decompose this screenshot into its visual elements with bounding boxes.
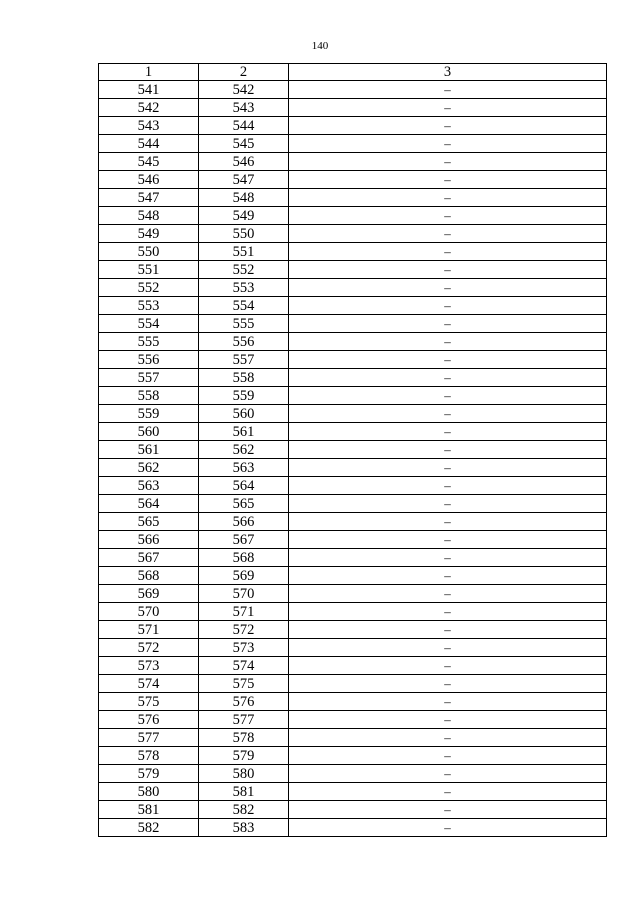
- table-cell-col-1: 572: [99, 639, 199, 657]
- table-cell-col-1: 544: [99, 135, 199, 153]
- table-cell-col-2: 567: [199, 531, 289, 549]
- table-row: [99, 153, 607, 171]
- table-cell-col-3: –: [289, 171, 607, 189]
- table-cell-col-2: 575: [199, 675, 289, 693]
- table-cell-col-3: –: [289, 351, 607, 369]
- table-cell-col-2: 555: [199, 315, 289, 333]
- table-cell-col-1: 560: [99, 423, 199, 441]
- table-row: [99, 279, 607, 297]
- table-cell-col-3: –: [289, 711, 607, 729]
- table-row: [99, 189, 607, 207]
- table-cell-col-2: 548: [199, 189, 289, 207]
- table-cell-col-3: –: [289, 477, 607, 495]
- table-row: [99, 495, 607, 513]
- table-cell-col-1: 545: [99, 153, 199, 171]
- table-cell-col-2: 564: [199, 477, 289, 495]
- table-cell-col-3: –: [289, 261, 607, 279]
- table-cell-col-1: 547: [99, 189, 199, 207]
- table-cell-col-1: 571: [99, 621, 199, 639]
- table-cell-col-1: 555: [99, 333, 199, 351]
- table-row: [99, 477, 607, 495]
- table-cell-col-3: –: [289, 693, 607, 711]
- table-cell-col-2: 543: [199, 99, 289, 117]
- table-cell-col-3: –: [289, 801, 607, 819]
- table-cell-col-2: 581: [199, 783, 289, 801]
- table-body: [99, 81, 607, 837]
- table-row: [99, 621, 607, 639]
- table-cell-col-2: 545: [199, 135, 289, 153]
- table-row: [99, 117, 607, 135]
- table-cell-col-3: –: [289, 765, 607, 783]
- table-row: [99, 783, 607, 801]
- table-cell-col-3: –: [289, 639, 607, 657]
- table-row: [99, 531, 607, 549]
- table-cell-col-1: 573: [99, 657, 199, 675]
- table-row: [99, 729, 607, 747]
- column-header-1: 1: [99, 64, 199, 81]
- table-row: [99, 801, 607, 819]
- table-cell-col-3: –: [289, 729, 607, 747]
- table-cell-col-3: –: [289, 387, 607, 405]
- table-cell-col-1: 564: [99, 495, 199, 513]
- table-cell-col-2: 569: [199, 567, 289, 585]
- table-cell-col-1: 579: [99, 765, 199, 783]
- table-row: [99, 333, 607, 351]
- table-row: [99, 711, 607, 729]
- table-cell-col-2: 544: [199, 117, 289, 135]
- table-cell-col-3: –: [289, 207, 607, 225]
- table-row: [99, 747, 607, 765]
- table-row: [99, 369, 607, 387]
- table-cell-col-3: –: [289, 225, 607, 243]
- table-row: [99, 207, 607, 225]
- table-cell-col-1: 568: [99, 567, 199, 585]
- table-cell-col-3: –: [289, 279, 607, 297]
- table-cell-col-1: 577: [99, 729, 199, 747]
- table-cell-col-2: 576: [199, 693, 289, 711]
- table-cell-col-3: –: [289, 495, 607, 513]
- table-cell-col-2: 561: [199, 423, 289, 441]
- table-cell-col-2: 552: [199, 261, 289, 279]
- table-cell-col-2: 563: [199, 459, 289, 477]
- table-cell-col-3: –: [289, 657, 607, 675]
- table-cell-col-1: 541: [99, 81, 199, 99]
- table-row: [99, 423, 607, 441]
- table-row: [99, 603, 607, 621]
- table-cell-col-1: 548: [99, 207, 199, 225]
- table-cell-col-3: –: [289, 315, 607, 333]
- table-cell-col-3: –: [289, 81, 607, 99]
- table-row: [99, 765, 607, 783]
- table-cell-col-1: 566: [99, 531, 199, 549]
- table-cell-col-2: 556: [199, 333, 289, 351]
- table-cell-col-3: –: [289, 189, 607, 207]
- table-cell-col-1: 542: [99, 99, 199, 117]
- table-cell-col-3: –: [289, 99, 607, 117]
- table-cell-col-2: 566: [199, 513, 289, 531]
- table-cell-col-1: 553: [99, 297, 199, 315]
- table-cell-col-1: 558: [99, 387, 199, 405]
- table-cell-col-2: 579: [199, 747, 289, 765]
- table-cell-col-1: 554: [99, 315, 199, 333]
- table-cell-col-2: 547: [199, 171, 289, 189]
- table-cell-col-3: –: [289, 783, 607, 801]
- table-cell-col-3: –: [289, 513, 607, 531]
- table-cell-col-2: 557: [199, 351, 289, 369]
- table-cell-col-1: 562: [99, 459, 199, 477]
- table-cell-col-2: 573: [199, 639, 289, 657]
- table-row: [99, 441, 607, 459]
- table-cell-col-1: 569: [99, 585, 199, 603]
- table-cell-col-2: 553: [199, 279, 289, 297]
- table-cell-col-2: 550: [199, 225, 289, 243]
- table-cell-col-3: –: [289, 135, 607, 153]
- table-cell-col-1: 552: [99, 279, 199, 297]
- table-cell-col-3: –: [289, 243, 607, 261]
- table-cell-col-3: –: [289, 423, 607, 441]
- table-row: [99, 171, 607, 189]
- table-cell-col-2: 582: [199, 801, 289, 819]
- table-cell-col-3: –: [289, 405, 607, 423]
- table-row: [99, 99, 607, 117]
- data-table: [98, 63, 607, 837]
- table-cell-col-1: 576: [99, 711, 199, 729]
- page-number: 140: [311, 40, 329, 52]
- table-row: [99, 657, 607, 675]
- table-cell-col-2: 577: [199, 711, 289, 729]
- table-cell-col-1: 559: [99, 405, 199, 423]
- table-cell-col-2: 571: [199, 603, 289, 621]
- table-header: [99, 64, 607, 81]
- table-cell-col-1: 543: [99, 117, 199, 135]
- table-row: [99, 297, 607, 315]
- table-cell-col-1: 581: [99, 801, 199, 819]
- header-row: [99, 64, 607, 81]
- table-cell-col-3: –: [289, 567, 607, 585]
- table-cell-col-2: 570: [199, 585, 289, 603]
- table-cell-col-1: 550: [99, 243, 199, 261]
- table-cell-col-2: 572: [199, 621, 289, 639]
- table-cell-col-2: 565: [199, 495, 289, 513]
- table-cell-col-2: 558: [199, 369, 289, 387]
- table-row: [99, 549, 607, 567]
- table-row: [99, 225, 607, 243]
- table-cell-col-1: 561: [99, 441, 199, 459]
- table-cell-col-3: –: [289, 585, 607, 603]
- table-cell-col-1: 546: [99, 171, 199, 189]
- table-cell-col-3: –: [289, 441, 607, 459]
- table-row: [99, 639, 607, 657]
- table-row: [99, 315, 607, 333]
- table-cell-col-2: 578: [199, 729, 289, 747]
- table-cell-col-2: 568: [199, 549, 289, 567]
- table-cell-col-1: 557: [99, 369, 199, 387]
- table-cell-col-2: 551: [199, 243, 289, 261]
- table-cell-col-1: 567: [99, 549, 199, 567]
- table-cell-col-3: –: [289, 297, 607, 315]
- table-cell-col-2: 580: [199, 765, 289, 783]
- table-cell-col-3: –: [289, 621, 607, 639]
- table-cell-col-3: –: [289, 153, 607, 171]
- table-row: [99, 135, 607, 153]
- column-header-2: 2: [199, 64, 289, 81]
- table-cell-col-1: 574: [99, 675, 199, 693]
- table-row: [99, 567, 607, 585]
- table-cell-col-3: –: [289, 819, 607, 837]
- table-cell-col-2: 554: [199, 297, 289, 315]
- table-cell-col-1: 570: [99, 603, 199, 621]
- table-cell-col-1: 582: [99, 819, 199, 837]
- table-cell-col-1: 578: [99, 747, 199, 765]
- table-cell-col-1: 556: [99, 351, 199, 369]
- table-cell-col-1: 549: [99, 225, 199, 243]
- column-header-3: 3: [289, 64, 607, 81]
- table-cell-col-1: 575: [99, 693, 199, 711]
- table-row: [99, 387, 607, 405]
- table-row: [99, 693, 607, 711]
- table-cell-col-1: 563: [99, 477, 199, 495]
- table-row: [99, 819, 607, 837]
- table-row: [99, 405, 607, 423]
- table-row: [99, 513, 607, 531]
- table-cell-col-3: –: [289, 117, 607, 135]
- table-cell-col-1: 580: [99, 783, 199, 801]
- table-row: [99, 351, 607, 369]
- table-cell-col-3: –: [289, 333, 607, 351]
- table-cell-col-3: –: [289, 459, 607, 477]
- table-cell-col-2: 549: [199, 207, 289, 225]
- table-cell-col-3: –: [289, 549, 607, 567]
- table-cell-col-2: 542: [199, 81, 289, 99]
- table-cell-col-2: 574: [199, 657, 289, 675]
- table-row: [99, 243, 607, 261]
- table-cell-col-2: 560: [199, 405, 289, 423]
- table-row: [99, 459, 607, 477]
- table-cell-col-2: 562: [199, 441, 289, 459]
- table-cell-col-3: –: [289, 603, 607, 621]
- table-cell-col-3: –: [289, 531, 607, 549]
- table-cell-col-3: –: [289, 747, 607, 765]
- table-row: [99, 585, 607, 603]
- table-row: [99, 261, 607, 279]
- table-cell-col-3: –: [289, 369, 607, 387]
- table-cell-col-3: –: [289, 675, 607, 693]
- table-cell-col-2: 583: [199, 819, 289, 837]
- table-cell-col-1: 565: [99, 513, 199, 531]
- table-cell-col-1: 551: [99, 261, 199, 279]
- table-row: [99, 81, 607, 99]
- table-cell-col-2: 559: [199, 387, 289, 405]
- table-row: [99, 675, 607, 693]
- table-cell-col-2: 546: [199, 153, 289, 171]
